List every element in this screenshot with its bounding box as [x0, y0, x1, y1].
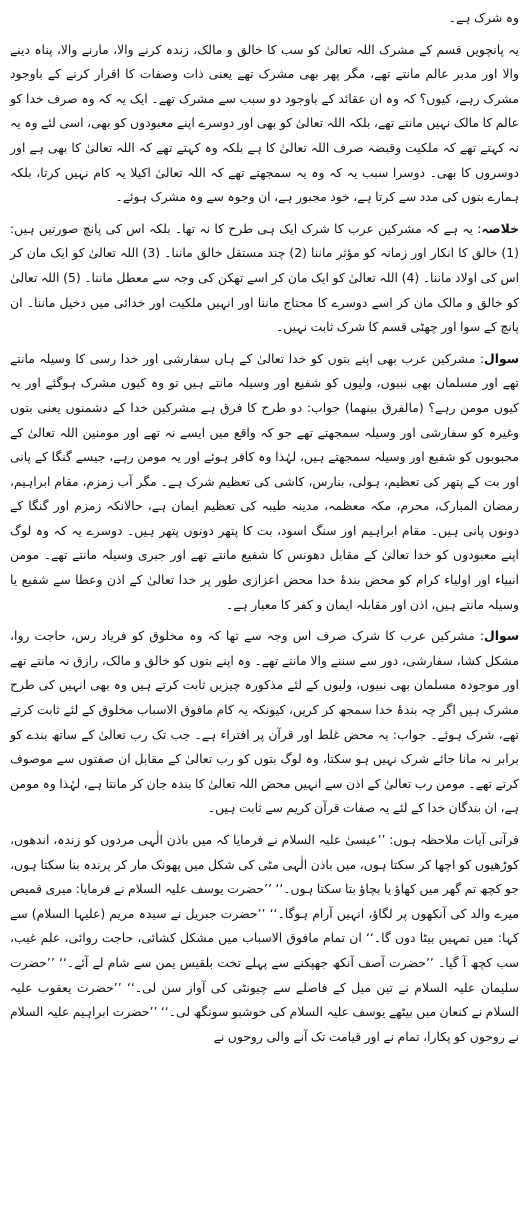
paragraph-text: یہ پانچویں قسم کے مشرک اللہ تعالیٰ کو سب کا خالق و مالک، زندہ کرنے والا، مارنے والا، پناہ دینے والا اور مدبر عالم مانتے تھے، مگر پھر بھی مشرک تھے یعنی ذات وصفات کا اقرار کرنے کے باوجود مشرک رہے، کیوں؟ کہ وہ ان عقائد کے باوجود دو سبب سے مشرک تھے۔ ایک یہ کہ وہ صرف خدا کو عالم کا مالک نہیں مانتے تھے، بلکہ اللہ تعالیٰ کو بھی اور دوسرے اپنے معبودوں کو بھی، اسی لئے وہ یہ نہ کہتے تھے کہ ملکیت وقبضہ صرف اللہ تعالیٰ کا ہے بلکہ وہ کہتے تھے کہ اللہ تعالیٰ کا بھی ہے اور دوسروں کا بھی۔ دوسرا سبب یہ کہ وہ یہ سمجھتے تھے کہ اللہ تعالیٰ اکیلا یہ کام نہیں کرتا، بلکہ ہمارے بتوں کی مدد سے کرتا ہے، خود مجبور ہے، ان وجوہ سے وہ مشرک ہوئے۔ [10, 41, 519, 205]
paragraph-text: : مشرکین عرب کا شرک صرف اس وجہ سے تھا کہ وہ مخلوق کو فریاد رس، حاجت روا، مشکل کشا، سفارشی، دور سے سننے والا مانتے تھے۔ وہ اپنے بتوں کو خالق و مالک، رازق نہ مانتے تھے اور موجودہ مسلمان بھی نبیوں، ولیوں کے لئے مذکورہ چیزیں ثابت کرتے ہیں وہ بھی انہیں کی طرح مشرک ہیں اگر چہ بندۂ خدا سمجھ کر کریں، کیونکہ یہ کام مافوق الاسباب مخلوق کے لئے ثابت کرتے تھے، شرک ہوئے۔ جواب: یہ محض غلط اور قرآن پر افتراء ہے۔ جب تک رب تعالیٰ کے ساتھ بندے کو برابر نہ مانا جائے شرک نہیں ہو سکتا، وہ لوگ بتوں کو رب تعالیٰ کے مقابل ان صفتوں سے موصوف کرتے تھے۔ مومن رب تعالیٰ کے اذن سے انہیں محض اللہ تعالیٰ کا بندہ جان کر مانتا ہے، لہٰذا وہ مومن ہے، ان بندگان خدا کے لئے یہ صفات قرآن کریم سے ثابت ہیں۔ [10, 628, 519, 816]
paragraph-lead: خلاصہ [481, 220, 519, 236]
paragraph-text: : مشرکین عرب بھی اپنے بتوں کو خدا تعالیٰ کے ہاں سفارشی اور خدا رسی کا وسیلہ مانتے تھے اور مسلمان بھی نبیوں، ولیوں کو شفیع اور وسیلہ مانتے ہیں تو وہ کیوں مشرک ہوگئے اور یہ کیوں مومن رہے؟ (مالفرق بینھما) جواب: دو طرح کا فرق ہے مشرکین خدا کے دشمنوں یعنی بتوں وغیرہ کو سفارشی اور وسیلہ سمجھتے تھے جو کہ واقع میں ایسے نہ تھے اور مومنین اللہ تعالیٰ کے محبوبوں کو شفیع اور وسیلہ سمجھتے ہیں، لہٰذا وہ کافر ہوئے اور یہ مومن رہے، جیسے گنگا کے پانی اور بت کے پتھر کی تعظیم، ہولی، بنارس، کاشی کی تعظیم شرک ہے۔ مگر آب زمزم، مقام ابراہیم، رمضان المبارک، محرم، مکہ معظمہ، مدینہ طیبہ کی تعظیم ایمان ہے، حالانکہ زمزم اور گنگا کے دونوں پانی ہیں۔ مقام ابراہیم اور سنگ اسود، بت کا پتھر دونوں پتھر ہیں۔ دوسرے یہ کہ وہ لوگ اپنے معبودوں کو خدا تعالیٰ کے مقابل دھونس کا شفیع مانتے تھے اور جبری وسیلہ مانتے تھے۔ مومن انبیاء اور اولیاء کرام کو محض بندۂ خدا محض اعزازی طور پر خدا تعالیٰ کے اذن وعطا سے شفیع یا وسیلہ مانتے ہیں، اذن اور مقابلہ ایمان و کفر کا معیار ہے۔ [10, 350, 519, 612]
paragraph-3 [10, 347, 519, 618]
paragraph-4 [10, 624, 519, 821]
paragraph-text: : یہ ہے کہ مشرکین عرب کا شرک ایک ہی طرح کا نہ تھا۔ بلکہ اس کی پانچ صورتیں ہیں: (1) خالق کا انکار اور زمانہ کو مؤثر ماننا (2) چند مستقل خالق ماننا۔ (3) اللہ تعالیٰ کو ایک مان کر اس کی اولاد ماننا۔ (4) اللہ تعالیٰ کو ایک مان کر اسے تھکن کی وجہ سے معطل ماننا۔ (5) اللہ تعالیٰ کو خالق و مالک مان کر اسے دوسرے کا محتاج ماننا اور انہیں ملکیت اور خدائی میں دخیل ماننا۔ ان پانچ کے سوا اور چھٹی قسم کا شرک ثابت نہیں۔ [10, 220, 520, 335]
paragraph-text: قرآنی آیات ملاحظہ ہوں: ’’عیسیٰ علیہ السلام نے فرمایا کہ میں باذن الٰہی مردوں کو زندہ، اندھوں، کوڑھیوں کو اچھا کر سکتا ہوں، میں باذن الٰہی مٹی کی شکل میں پھونک مار کر پرندہ بنا سکتا ہوں، جو کچھ تم گھر میں کھاؤ یا بچاؤ بتا سکتا ہوں۔‘‘ ’’حضرت یوسف علیہ السلام نے فرمایا: میری قمیص میرے والد کی آنکھوں پر لگاؤ، انہیں آرام ہوگا۔‘‘ ’’حضرت جبریل نے سیدہ مریم (علیہا السلام) سے کہا: میں تمہیں بیٹا دوں گا۔‘‘ ان تمام مافوق الاسباب میں مشکل کشائی، حاجت روائی، علم غیب، سب کچھ آ گیا۔ ’’حضرت آصف آنکھ جھپکنے سے پہلے تخت بلقیس یمن سے شام لے آئے۔‘‘ ’’حضرت سلیمان علیہ السلام نے تین میل کے فاصلے سے چیونٹی کی آواز سن لی۔‘‘ ’’حضرت یعقوب علیہ السلام نے کنعان میں بیٹھے یوسف علیہ السلام کی خوشبو سونگھ لی۔‘‘ ’’حضرت ابراہیم علیہ السلام نے روحوں کو پکارا، تمام نے اور قیامت تک آنے والی روحوں نے [10, 832, 519, 1044]
paragraph-5 [10, 828, 519, 1049]
paragraph-lead: سوال [484, 628, 519, 644]
paragraph-1 [10, 38, 519, 210]
paragraph-2 [10, 217, 519, 340]
paragraph-0 [10, 6, 519, 31]
paragraph-text: وہ شرک ہے۔ [448, 10, 519, 25]
paragraph-lead: سوال [484, 350, 519, 366]
